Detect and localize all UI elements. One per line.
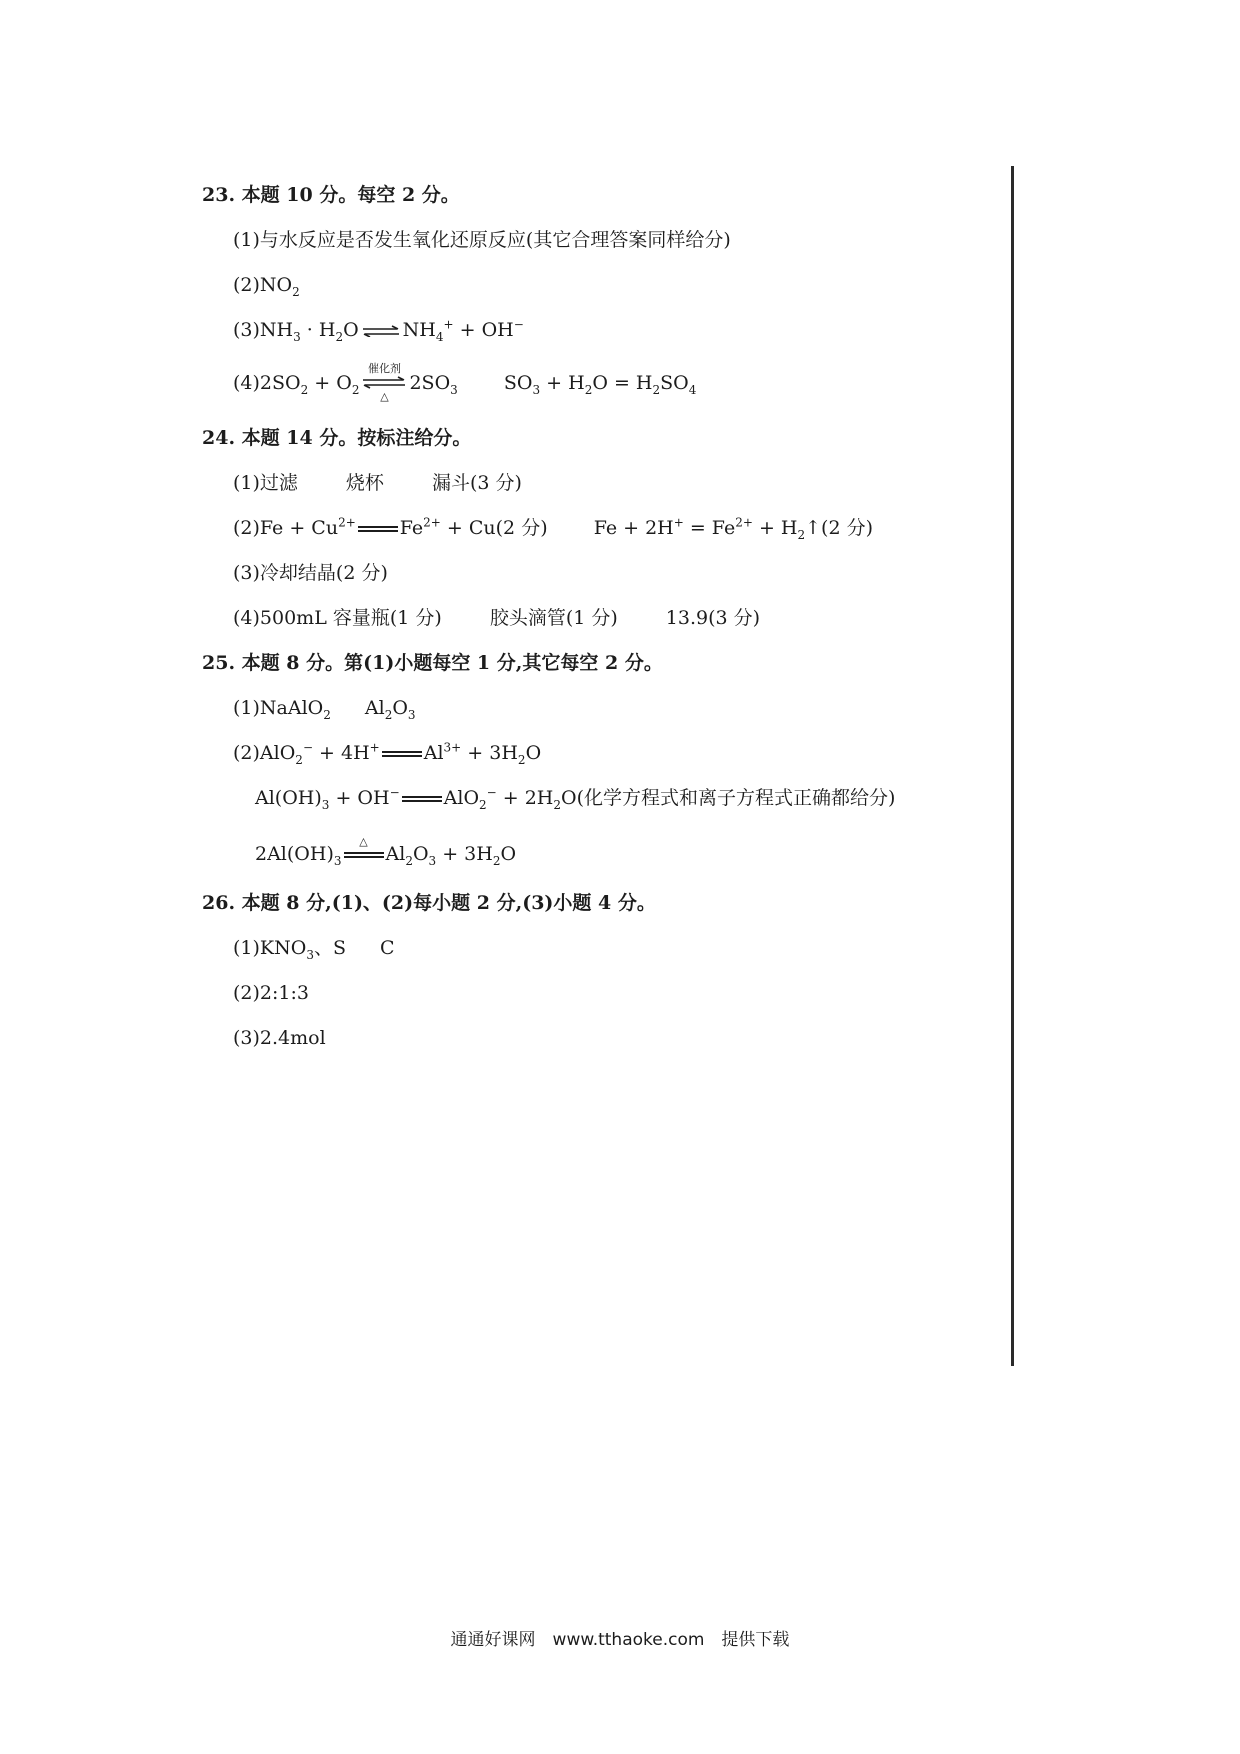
equals-arrow-icon [358,526,398,532]
equals-arrow-icon [382,751,422,757]
q26-answer-3: (3)2.4mol [233,1027,326,1049]
q25-answer-2: (2)AlO$_2$− + 4H+ $Al^{3+} + 3H_2O$ [233,740,542,767]
q24-answer-1: (1)过滤 烧杯 漏斗(3 分) [233,472,522,494]
reversible-arrow-icon [361,325,401,337]
q23-answer-3: $(3)NH_3 \cdot H_2O$ $NH_4^+ + OH^-$ [233,317,524,344]
q25-header: 25. 本题 8 分。第(1)小题每空 1 分,其它每空 2 分。 [202,652,663,674]
q25-answer-1: (1)NaAlO$_2$ $Al_2O_3$ [233,697,416,722]
page-footer: 通通好课网 www.tthaoke.com 提供下载 [450,1630,790,1650]
q26-header: 26. 本题 8 分,(1)、(2)每小题 2 分,(3)小题 4 分。 [202,892,656,914]
equals-arrow-icon [402,796,442,802]
q24-header: 24. 本题 14 分。按标注给分。 [202,427,472,449]
heat-equals-arrow-icon: △ [344,852,384,858]
q23-answer-2: $(2)NO_2$ [233,274,300,299]
q24-answer-2: $(2)Fe + Cu^{2+}$ $Fe^{2+} + Cu(2$ 分) $Fe + 2H^+ = Fe^{2+}$ + $H_2↑(2$ 分) [233,515,873,542]
q24-answer-3: (3)冷却结晶(2 分) [233,562,388,584]
q25-answer-2b: $Al(OH)_3 + OH^-$ $AlO_2^- + 2H_2O$(化学方程式和离子方程式正确都给分) [255,785,896,812]
q23-header: 23. 本题 10 分。每空 2 分。 [202,184,460,206]
q23-answer-1: (1)与水反应是否发生氧化还原反应(其它合理答案同样给分) [233,229,731,251]
q25-answer-2c: $2Al(OH)_3$ △ $Al_2O_3 + 3H_2O$ [255,835,517,868]
q24-answer-4: (4)500mL 容量瓶(1 分) 胶头滴管(1 分) 13.9(3 分) [233,607,761,629]
q26-answer-2: (2)2:1:3 [233,982,309,1004]
catalyst-reversible-arrow-icon: 催化剂 △ [361,379,407,389]
margin-divider [1011,166,1014,1366]
q23-answer-4: $(4)2SO_2 + O_2$ 催化剂 △ $2SO_3$ $SO_3 + H_2O = H_2SO_4$ [233,362,697,403]
q26-answer-1: $(1)KNO_3$、S C [233,937,395,962]
